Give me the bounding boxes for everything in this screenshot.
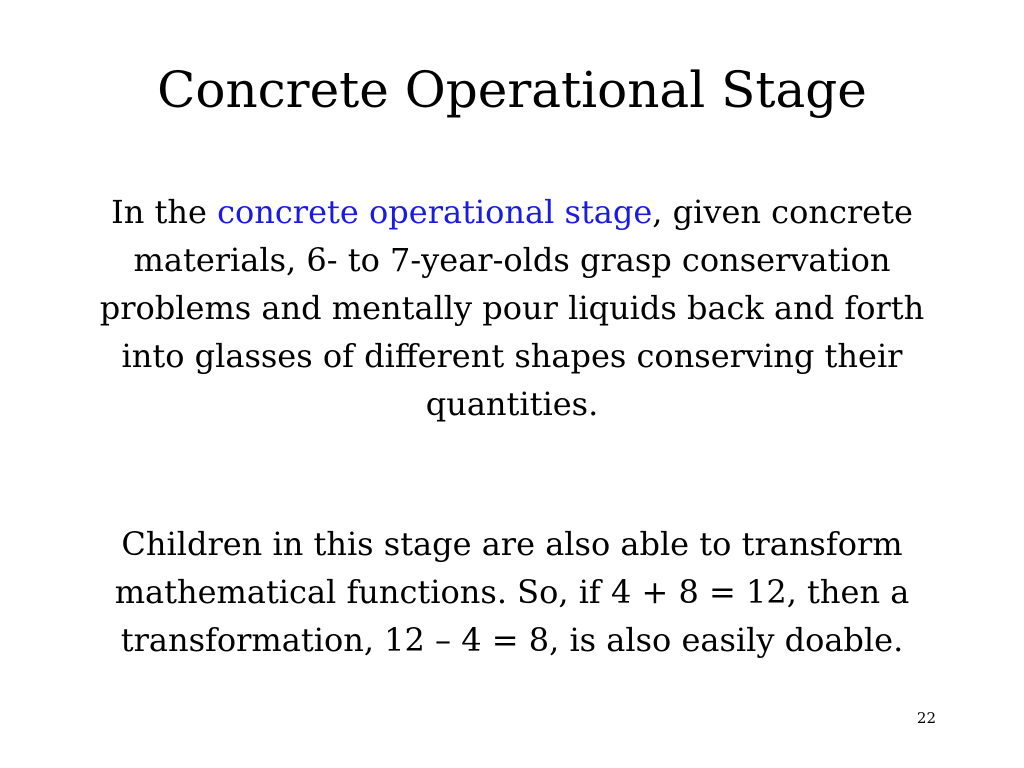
paragraph-prefix: In the (111, 193, 218, 231)
paragraph-conservation (70, 188, 954, 428)
concrete-operational-stage-term: concrete operational stage (217, 193, 653, 231)
page-number: 22 (916, 709, 936, 727)
paragraph-transformation: Children in this stage are also able to transform mathematical functions. So, if 4 + 8 = 12, then a transformation, 12 – 4 = 8, is also easily doable. (114, 525, 910, 659)
slide-title: Concrete Operational Stage (157, 61, 867, 119)
paragraph-suffix: , given concrete materials, 6- to 7-year-olds grasp conservation problems and mentally pour liquids back and forth into glasses of different shapes conserving their quantities. (99, 193, 925, 423)
